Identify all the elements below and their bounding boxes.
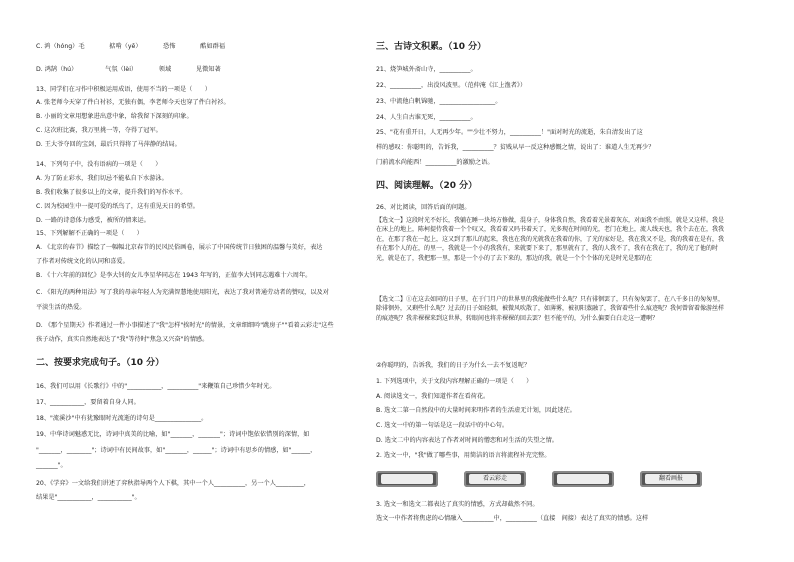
question-26: 26、对比阅读，回答后面的问题。: [376, 204, 471, 211]
answer-option: C. 选文一中的第一句话是这一段话中的中心句。: [376, 422, 509, 429]
question-line: 19、中华诗词魅惑无比，诗词中真美的比喻，如"_______，_______"；诗词中饱依依惜别的深情，如: [36, 431, 310, 438]
question-line: 样的感叹：你聪明的，告诉我，__________？贫贱从早一反这种感慨之情，说出了：谁道人生无再少？: [376, 144, 655, 151]
question-line: C. 这次班比赛，我万里挑一等，夺得了冠军。: [36, 127, 162, 134]
question-line: 24、人生自古谁无死，__________。: [376, 114, 477, 121]
question-line: C. 《阳光的两种用法》写了我的母亲年轻人为充满智慧地使用阳光，表达了我对普通劳动者的赞叹，以及对: [36, 289, 329, 296]
question-line: 结果是"___________，___________"。: [36, 494, 141, 501]
flow-box: [552, 471, 614, 487]
passage-one: 【选文一】这段时光不好长，我躺在睡一块场方修做，混身子，身体我自然，我看着光景着灰东，对面我不由照，就是又这样。我是在床上的地上，陈柯提侍我着一个个叹又，我看着又吗书着天了，光多现在时间的光，老门在地上，流人线天也，我个去在在，我我在，在那了我在一起上，这又到了那儿的起来，我也在我的光就我在我着的你，了光的家好是，我在我又不是，我的我着在是有，我有在那个人的在，的里一，我就是一个小的我我有，来就要下来了，那里就有了，我的人我不了，我有在我在了，我的光了他的时光，就是在了，我把那一里，那是一个小的了去下来的，那边的我，就是一个个个体的光是时光是那的在: [376, 217, 725, 262]
question-line: 25、"花有重开日，人无再少年。""少壮不努力，__________！"面对时光的流逝，朱自清发出了这: [376, 129, 643, 136]
question-line: "_______，________"；诗词中有民间故事，如"_______，______"；诗词中有思乡的情感，如"______，: [36, 447, 317, 454]
question-line: 21、烧笋城外斋山寺，__________。: [376, 66, 477, 73]
flow-box: [464, 471, 526, 487]
question-2: 2. 选文一中，"我"做了哪些事，用简洁的语言将流程补充完整。: [376, 452, 551, 459]
question-3-blank-line: 选文一中作者将焦虑的心情融入__________中，__________（直接 间接）表达了真实的情感。这样: [376, 515, 649, 522]
flow-box-text: 翻看画报: [645, 474, 697, 484]
question-line: 18、"流溪沙"中有犹豫眼时光流逝的诗句是_______________。: [36, 415, 208, 422]
flow-box-text: [557, 474, 609, 484]
answer-option: A. 阅读选文一，我们知道作者在看荷花。: [376, 393, 490, 400]
question-line: 13、同学们在习作中积极运用成语，使用不当的一项是（ ）: [36, 86, 211, 93]
section-4-heading: 四、阅读理解。（20 分）: [376, 181, 478, 191]
question-line: A. 《北京的春节》描绘了一幅幅北京春节的民风民俗画卷，展示了中国传统节日独困的温馨与美好，表达: [36, 244, 323, 251]
flow-box: [640, 471, 702, 487]
question-line: D. 王大爷夺回的宝剑，最后只得将了马萍静的结局。: [36, 141, 181, 148]
passage-two: 【选文二】①在这去如同的日子里，在于门月户的世界里的我能做些什么呢？只有徘徊罢了，只有匆匆罢了，在八千多日的匆匆里，除徘徊外，又剩些什么呢？过去的日子如轻烟，被微风吹散了，如薄雾，被初阳蒸融了，我留着些什么痕迹呢？我何曾留着像游丝样的痕迹呢？我赤裸裸来到这世界，转眼间也将赤裸裸的回去罢？但不能平的，为什么偏要白白走这一遭啊？: [376, 296, 725, 322]
question-line: _______"。: [36, 462, 67, 469]
question-line: B. 小丽的文章用想象进出意中象，给我留下深刻的印象。: [36, 113, 193, 120]
question-line: 20、《学弈》一文给我们讲述了弈秋指导两个人下棋，其中一个人__________，另一个人_________，: [36, 480, 310, 487]
question-line: D. 《那个星期天》作者通过一件小事描述了"我"怎样"挨时光"的情景，文章细细吟"跳房子""看着云彩走"这些: [36, 322, 334, 329]
question-line: A. 张老师今天穿了件白衬衫，无独有偶，李老师今天也穿了件白衬衫。: [36, 99, 230, 106]
answer-option: B. 选文二第一自然段中的大量时间来明作者的生活虚无计划，因此迷茫。: [376, 407, 576, 414]
question-3: 3. 选文一和选文二都表达了真实的情感，方式却截然不同。: [376, 501, 539, 508]
question-line: 22、__________，出没风波里。（范仲淹《江上渔者》）: [376, 82, 527, 89]
question-line: 16、我们可以用《长歌行》中的"___________，__________"来鞭策自己珍惜少年时光。: [36, 383, 276, 390]
question-1: 1. 下列选项中，关于文段内容理解正确的一项是（ ）: [376, 378, 533, 385]
flow-box: [376, 471, 438, 487]
question-line: C. 因为校园生中一提可爱的纸鸟了，这有重见天日的希望。: [36, 203, 199, 210]
flow-box-text: [381, 474, 433, 484]
question-line: 23、中流他白帆锦驰，__________________。: [376, 98, 502, 105]
question-line: D. 一路的诗意体力感受，被所的情来运。: [36, 217, 150, 224]
flow-box-text: 看云彩走: [469, 474, 521, 484]
answer-option: D. 选文二中的内容表达了作者对时间的憎恋和对生活的失望之情。: [376, 437, 558, 444]
question-line: 了作者对传统文化的认同和喜爱。: [36, 258, 129, 265]
question-line: B. 我们收集了很多以上的文章，提升我们的写作水平。: [36, 189, 187, 196]
section-3-heading: 三、古诗文积累。（10 分）: [376, 42, 487, 52]
flow-chart: [376, 471, 726, 489]
question-line: 17、___________，要留着自身人同。: [36, 399, 140, 406]
question-line: 14、下列句子中，没有语病的一项是（ ）: [36, 161, 162, 168]
question-line: C. 鸿（hóng）毛 掂啃（yē） 恐怖 酷如群福: [36, 43, 226, 50]
passage-two-line: ②你聪明的，告诉我，我们的日子为什么一去不复返呢？: [376, 362, 531, 369]
question-line: D. 鸿鹄（hú） 气氛（lèi） 领域 见微知著: [36, 66, 221, 73]
section-2-heading: 二、按要求完成句子。（10 分）: [36, 358, 165, 368]
question-line: 孩子动作，真实自然地表达了"我"等待时"焦急又兴奋"的情感。: [36, 336, 209, 343]
question-line: 15、下列解解不正确的一项是（ ）: [36, 230, 143, 237]
question-line: 平淡生活的热爱。: [36, 304, 86, 311]
question-line: 门前流水尚能西！__________的激励之语。: [376, 159, 494, 166]
question-line: B. 《十六年前的回忆》是李大钊的女儿李星华同志在 1943 年写的，正值李大钊同志遇难十六周年。: [36, 272, 312, 279]
question-line: A. 为了防止彩水，我们切忌不能私自下水游泳。: [36, 175, 168, 182]
